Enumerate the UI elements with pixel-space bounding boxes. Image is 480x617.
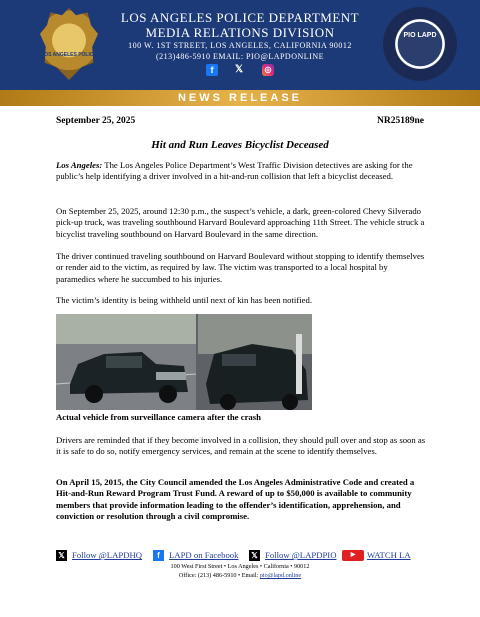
paragraph-drivers-reminder: Drivers are reminded that if they become involved in a collision, they should pull over and stop as soon as it is safe to do so, notify emergency services, and remain at the scene to identify themselves. (56, 435, 426, 457)
follow-lapdpio-link[interactable]: Follow @LAPDPIO (265, 550, 337, 560)
headline: Hit and Run Leaves Bicyclist Deceased (151, 139, 329, 151)
footer-social-links (56, 550, 426, 562)
instagram-icon[interactable]: ◎ (262, 64, 274, 76)
paragraph-driver: The driver continued traveling southbound on Harvard Boulevard without stopping to identify themselves or render aid to the victim, as required by law. The victim was transported to a local hospital by paramedics where he succumbed to his injuries. (56, 251, 425, 284)
news-release-banner: NEWS RELEASE (0, 90, 480, 106)
x-icon[interactable]: 𝕏 (234, 64, 244, 75)
paragraph-reward: On April 15, 2015, the City Council amended the Los Angeles Administrative Code and created a Hit-and-Run Reward Program Trust Fund. A reward of up to $50,000 is available to community members that provide information leading to the offender’s identification, apprehension, and conviction or resolution through a civil compromise. (56, 477, 415, 522)
photo-caption: Actual vehicle from surveillance camera after the crash (56, 412, 261, 422)
header-social-icons (0, 64, 480, 80)
paragraph-incident: On September 25, 2025, around 12:30 p.m., the suspect’s vehicle, a dark, green-colored Chevy Silverado pick-up truck, was traveling southbound Harvard Boulevard approaching 11th Street. The vehicle struck a bicyclist traveling southbound on Harvard Boulevard in the same direction. (56, 206, 425, 239)
facebook-icon[interactable]: f (206, 64, 218, 76)
footer-email-link[interactable]: pio@lapd.online (259, 572, 302, 579)
paragraph-identity: The victim’s identity is being withheld until next of kin has been notified. (56, 295, 312, 305)
release-date: September 25, 2025 (56, 116, 136, 126)
intro-text: The Los Angeles Police Department’s West Traffic Division detectives are asking for the public’s help identifying a driver involved in a hit-and-run collision that left a bicyclist deceased. (56, 160, 413, 182)
department-title: LOS ANGELES POLICE DEPARTMENT (120, 10, 360, 25)
release-number: NR25189ne (377, 116, 424, 126)
office-phone: Office: (213) 486-5910 • Email: (178, 572, 260, 579)
youtube-icon: ▶ (342, 550, 364, 561)
header-address: 100 W. 1ST STREET, LOS ANGELES, CALIFORNIA 90012 (128, 41, 352, 50)
follow-lapdhq-link[interactable]: Follow @LAPDHQ (72, 550, 143, 560)
surveillance-photo (56, 314, 312, 410)
badge-text: LOS ANGELES POLICE (41, 52, 97, 58)
footer-office (0, 572, 480, 579)
facebook-icon: f (153, 550, 164, 561)
watch-la-link[interactable]: WATCH LA (367, 550, 411, 560)
lead-location: Los Angeles: (56, 160, 103, 170)
header-contact: (213)486-5910 EMAIL: PIO@LAPDONLINE (156, 52, 324, 61)
x-icon: 𝕏 (56, 550, 67, 561)
seal-text: PIO LAPD (403, 32, 437, 39)
lapd-facebook-link[interactable]: LAPD on Facebook (169, 550, 239, 560)
paragraph-intro (56, 160, 426, 183)
x-icon: 𝕏 (249, 550, 260, 561)
footer-address: 100 West First Street • Los Angeles • California • 90012 (170, 563, 310, 570)
division-title: MEDIA RELATIONS DIVISION (145, 25, 335, 40)
